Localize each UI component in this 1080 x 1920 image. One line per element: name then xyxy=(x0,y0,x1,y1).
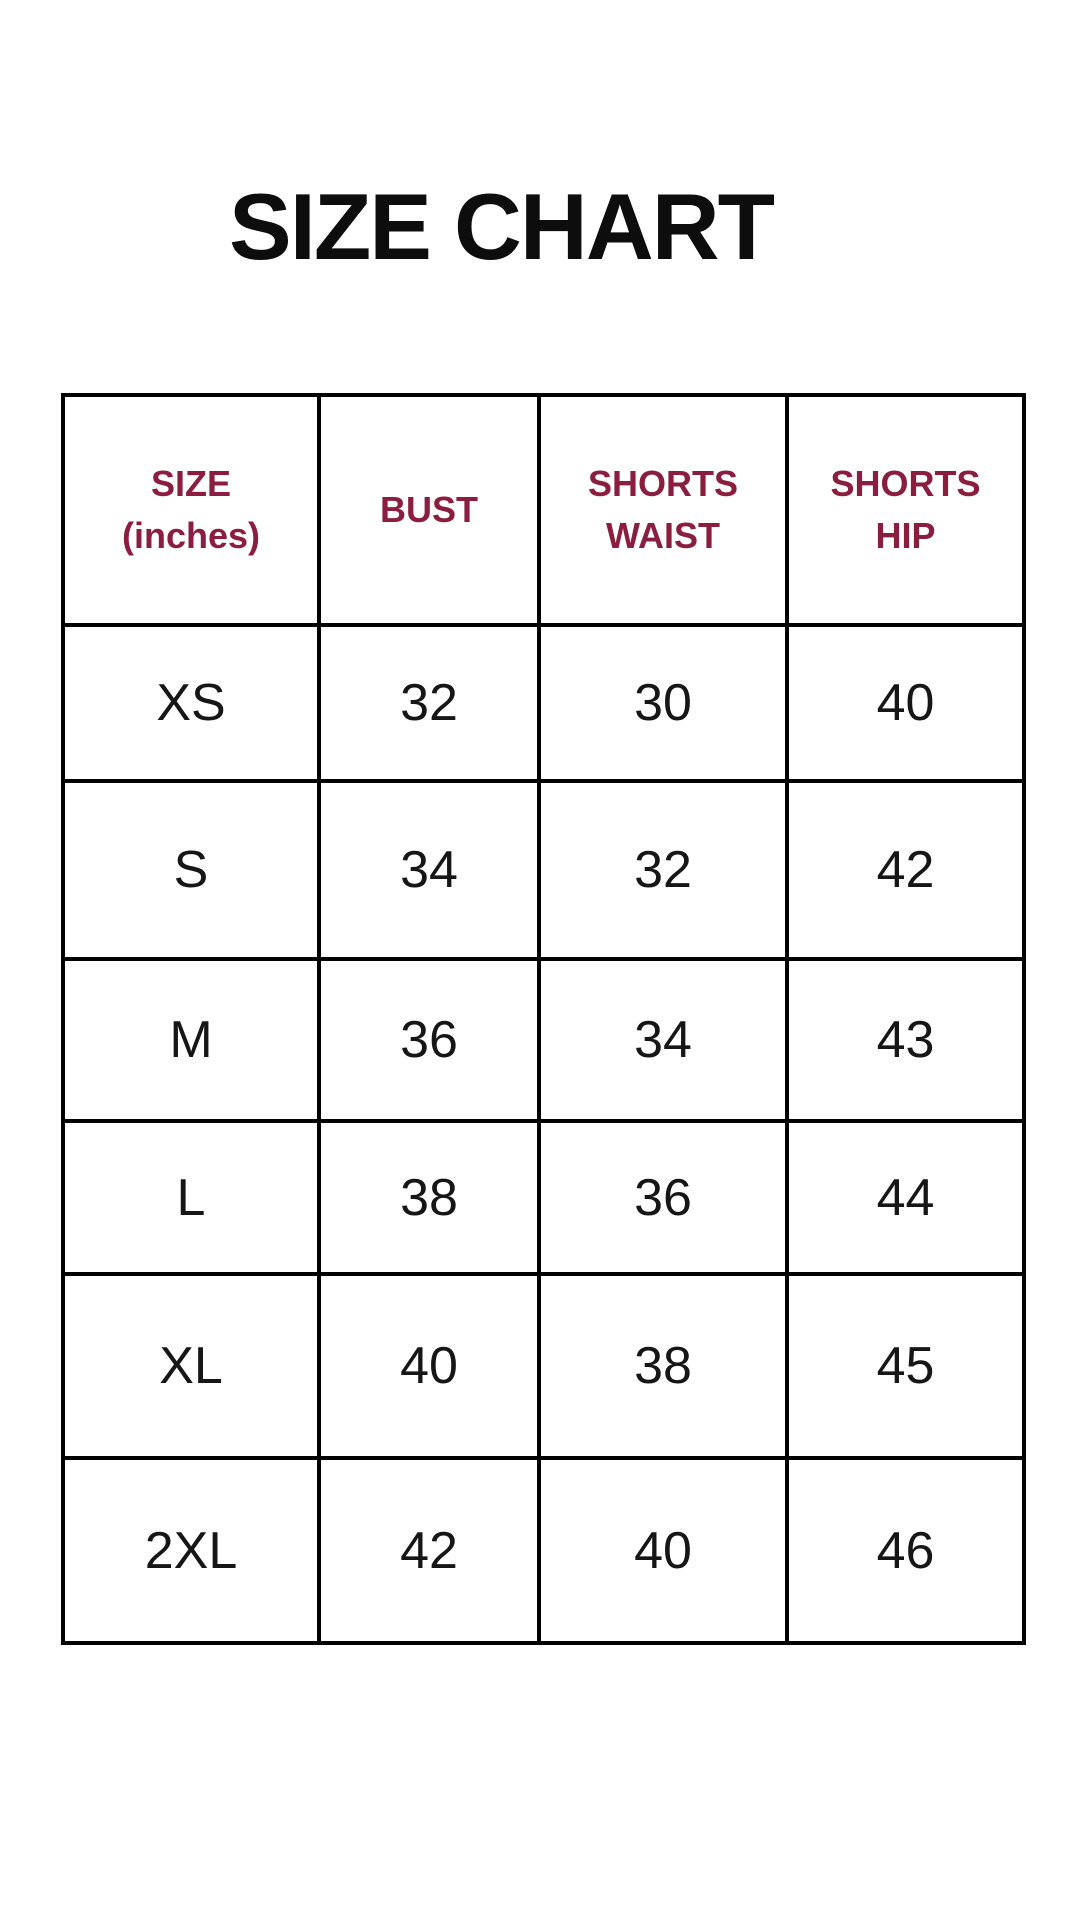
cell-shorts-waist: 34 xyxy=(539,959,787,1121)
cell-shorts-hip: 43 xyxy=(787,959,1024,1121)
cell-shorts-hip: 44 xyxy=(787,1121,1024,1274)
cell-size: XS xyxy=(63,625,319,781)
cell-bust: 36 xyxy=(319,959,539,1121)
cell-shorts-waist: 38 xyxy=(539,1274,787,1458)
header-shorts-hip-line2: HIP xyxy=(875,515,936,556)
cell-size: M xyxy=(63,959,319,1121)
cell-size: XL xyxy=(63,1274,319,1458)
header-shorts-waist-line1: SHORTS xyxy=(587,462,738,504)
cell-bust: 40 xyxy=(319,1274,539,1458)
cell-bust: 38 xyxy=(319,1121,539,1274)
header-shorts-hip-line1: SHORTS xyxy=(830,462,981,504)
cell-shorts-waist: 36 xyxy=(539,1121,787,1274)
page-title: SIZE CHART xyxy=(229,174,773,279)
cell-shorts-hip: 45 xyxy=(787,1274,1024,1458)
table-row-l xyxy=(63,1121,1024,1274)
size-chart-table xyxy=(61,393,1022,1645)
table-row-xl xyxy=(63,1274,1024,1458)
cell-bust: 42 xyxy=(319,1458,539,1643)
cell-shorts-hip: 42 xyxy=(787,781,1024,959)
table-row-s xyxy=(63,781,1024,959)
cell-shorts-waist: 32 xyxy=(539,781,787,959)
header-bust-line1: BUST xyxy=(380,488,478,530)
table-row-xs xyxy=(63,625,1024,781)
table-row-m xyxy=(63,959,1024,1121)
cell-size: L xyxy=(63,1121,319,1274)
header-cell-size xyxy=(63,395,319,625)
cell-shorts-waist: 30 xyxy=(539,625,787,781)
cell-size: 2XL xyxy=(63,1458,319,1643)
header-cell-shorts-hip xyxy=(787,395,1024,625)
header-cell-shorts-waist xyxy=(539,395,787,625)
cell-shorts-hip: 46 xyxy=(787,1458,1024,1643)
header-shorts-waist-line2: WAIST xyxy=(606,515,720,556)
cell-shorts-hip: 40 xyxy=(787,625,1024,781)
header-size-line2: (inches) xyxy=(121,515,261,556)
table-row-2xl xyxy=(63,1458,1024,1643)
table-header-row xyxy=(63,395,1024,625)
cell-size: S xyxy=(63,781,319,959)
size-table xyxy=(61,393,1026,1645)
cell-bust: 34 xyxy=(319,781,539,959)
header-cell-bust xyxy=(319,395,539,625)
cell-bust: 32 xyxy=(319,625,539,781)
header-size-line1: SIZE xyxy=(150,462,231,504)
cell-shorts-waist: 40 xyxy=(539,1458,787,1643)
